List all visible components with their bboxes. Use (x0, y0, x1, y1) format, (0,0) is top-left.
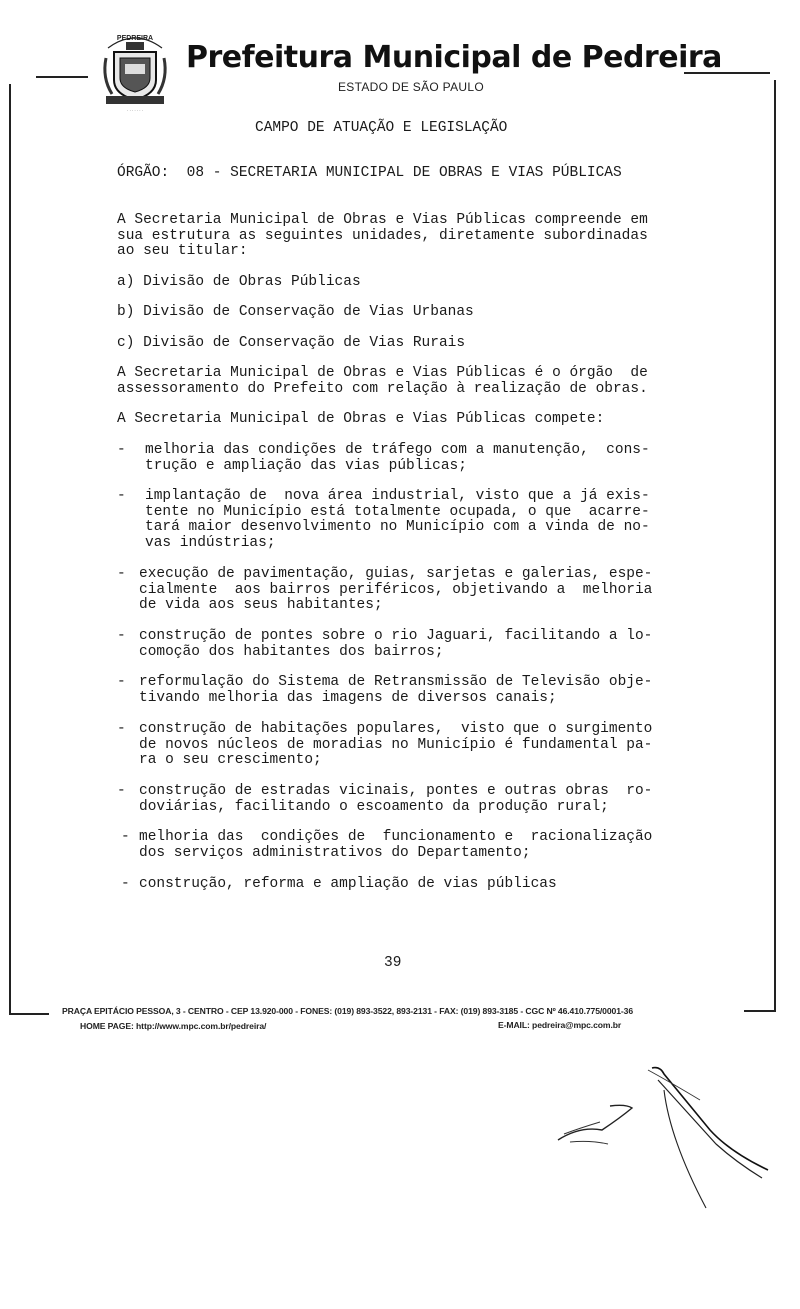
list-item (117, 675, 652, 706)
unit-item: c) Divisão de Conservação de Vias Rurais (117, 335, 466, 351)
list-item (121, 877, 557, 893)
intro-line: A Secretaria Municipal de Obras e Vias Públicas compreende em (117, 212, 648, 228)
list-item-line: tará maior desenvolvimento no Município com a vinda de no- (145, 519, 650, 535)
list-item-line: construção de pontes sobre o rio Jaguari, facilitando a lo- (139, 628, 653, 644)
assessoramento-line: A Secretaria Municipal de Obras e Vias Públicas é o órgão de (117, 365, 648, 381)
list-item (117, 567, 652, 614)
bullet-dash: - (117, 628, 126, 644)
list-item-line: construção de habitações populares, visto que o surgimento (139, 721, 653, 737)
municipal-seal-logo (100, 28, 170, 118)
list-item (121, 830, 652, 861)
list-item-line: execução de pavimentação, guias, sarjetas e galerias, espe- (139, 566, 653, 582)
footer-rule-right (744, 1010, 776, 1012)
list-item (117, 722, 652, 769)
list-item-line: reformulação do Sistema de Retransmissão de Televisão obje- (139, 674, 653, 690)
page-number: 39 (384, 955, 402, 971)
bullet-dash: - (117, 566, 126, 582)
document-heading: CAMPO DE ATUAÇÃO E LEGISLAÇÃO (255, 120, 508, 136)
list-item (117, 489, 650, 551)
bullet-dash: - (121, 829, 130, 845)
orgao-line (117, 166, 622, 182)
list-item-line: de novos núcleos de moradias no Município é fundamental pa- (139, 736, 653, 753)
footer-rule-left (9, 1013, 49, 1015)
list-item-line: de vida aos seus habitantes; (139, 597, 383, 613)
seal-text: PEDREIRA (116, 35, 154, 42)
handwritten-signatures (540, 1060, 780, 1220)
assessoramento-paragraph (117, 366, 648, 397)
bullet-dash: - (117, 488, 126, 504)
list-item-line: dos serviços administrativos do Departamento; (139, 844, 531, 861)
list-item-line: melhoria das condições de funcionamento e racionalização (139, 829, 653, 845)
intro-line: sua estrutura as seguintes unidades, diretamente subordinadas (117, 227, 648, 244)
page-border-left (9, 84, 11, 1014)
assessoramento-line: assessoramento do Prefeito com relação à realização de obras. (117, 380, 648, 397)
list-item-line: implantação de nova área industrial, visto que a já exis- (145, 488, 650, 504)
list-item-line: construção de estradas vicinais, pontes e outras obras ro- (139, 783, 653, 799)
page-border-right (774, 80, 776, 1010)
bullet-dash: - (117, 721, 126, 737)
bullet-dash: - (117, 783, 126, 799)
footer-email: E-MAIL: pedreira@mpc.com.br (498, 1020, 622, 1030)
list-item-line: doviárias, facilitando o escoamento da produção rural; (139, 798, 609, 815)
bullet-dash: - (117, 442, 126, 458)
page-subtitle: ESTADO DE SÃO PAULO (338, 80, 484, 94)
list-item-line: melhoria das condições de tráfego com a manutenção, cons- (145, 442, 650, 458)
orgao-label: ÓRGÃO: (117, 165, 170, 181)
list-item-line: ra o seu crescimento; (139, 752, 322, 768)
list-item-line: construção, reforma e ampliação de vias públicas (139, 876, 557, 892)
list-item-line: cialmente aos bairros periféricos, objetivando a melhoria (139, 581, 653, 598)
header-rule-left (36, 76, 88, 78)
svg-text:· · · · · · ·: · · · · · · · (127, 108, 143, 113)
list-item (117, 784, 652, 815)
unit-item: a) Divisão de Obras Públicas (117, 274, 361, 290)
list-item-line: vas indústrias; (145, 534, 276, 551)
list-item (117, 443, 650, 474)
compete-line: A Secretaria Municipal de Obras e Vias Públicas compete: (117, 411, 605, 427)
bullet-dash: - (121, 876, 130, 892)
list-item-line: trução e ampliação das vias públicas; (145, 457, 467, 474)
bullet-dash: - (117, 674, 126, 690)
list-item-line: comoção dos habitantes dos bairros; (139, 643, 444, 660)
footer-homepage: HOME PAGE: http://www.mpc.com.br/pedreira/ (80, 1021, 267, 1031)
unit-item: b) Divisão de Conservação de Vias Urbanas (117, 304, 474, 320)
orgao-value: 08 - SECRETARIA MUNICIPAL DE OBRAS E VIAS PÚBLICAS (186, 165, 622, 181)
footer-address: PRAÇA EPITÁCIO PESSOA, 3 - CENTRO - CEP 13.920-000 - FONES: (019) 893-3522, 893-2131 - FAX: (019) 893-3185 - CGC Nº 46.410.775/0001-36 (62, 1006, 634, 1016)
list-item (117, 629, 652, 660)
intro-paragraph (117, 213, 648, 260)
intro-line: ao seu titular: (117, 243, 248, 259)
page-title: Prefeitura Municipal de Pedreira (186, 40, 722, 75)
list-item-line: tivando melhoria das imagens de diversos canais; (139, 689, 557, 706)
list-item-line: tente no Município está totalmente ocupada, o que acarre- (145, 503, 650, 520)
